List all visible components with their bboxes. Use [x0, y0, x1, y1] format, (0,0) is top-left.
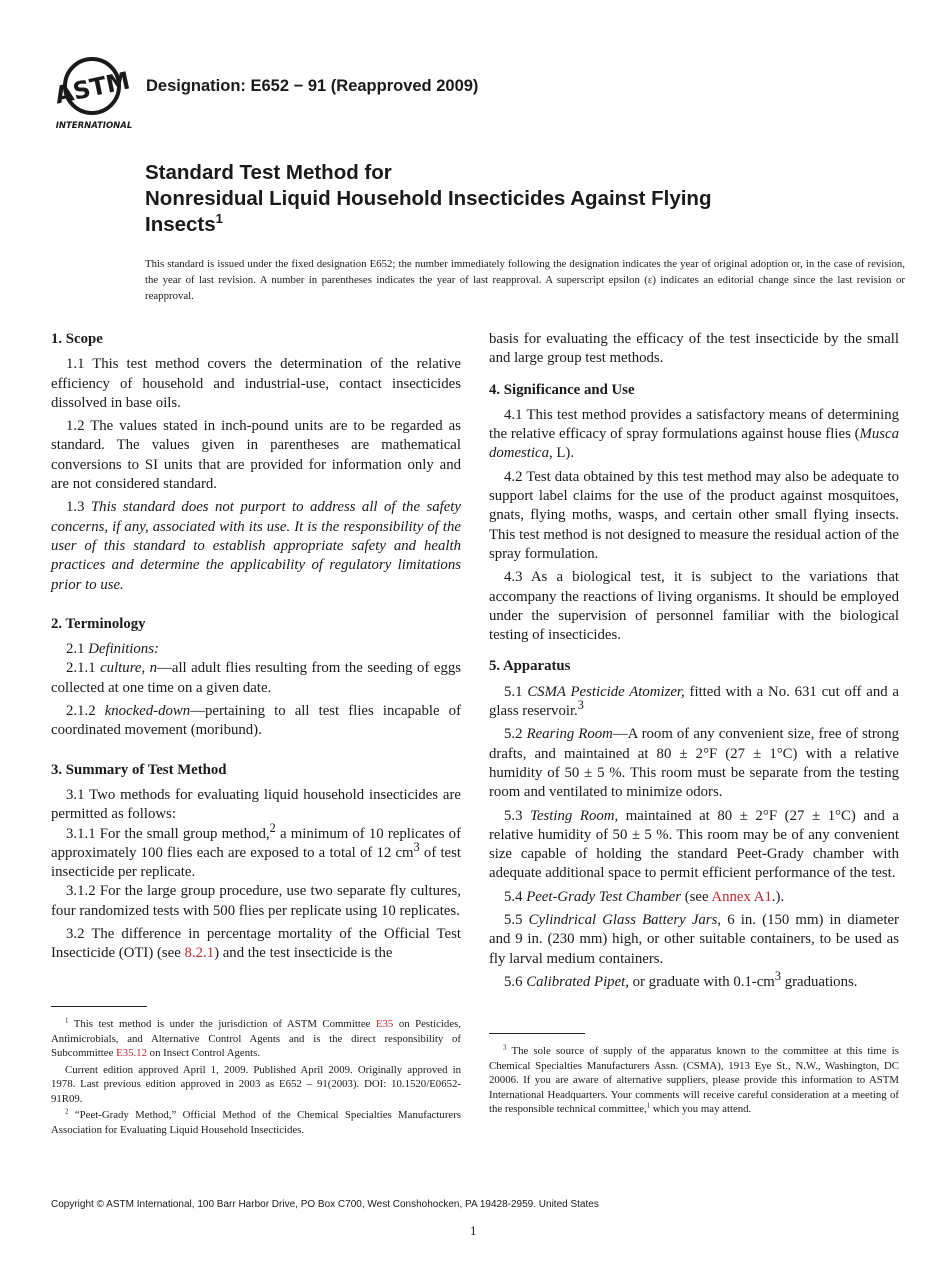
paragraph-5-6	[489, 968, 899, 992]
footnote-3	[489, 1044, 899, 1117]
paragraph-5-1-term: CSMA Pesticide Atomizer,	[527, 683, 685, 700]
footnote-3-end: which you may attend.	[650, 1103, 752, 1115]
paragraph-5-1-text: fitted with a No. 631 cut off and a glass reservoir.	[489, 683, 900, 720]
left-column	[51, 330, 461, 968]
link-8-2-1[interactable]: 8.2.1	[184, 945, 215, 962]
section-heading-scope: 1. Scope	[51, 331, 103, 347]
paragraph-4-1-species: Musca domestica	[489, 426, 899, 462]
paragraph-3-2	[51, 925, 461, 964]
paragraph-5-2-text: —A room of any convenient size, free of strong drafts, and maintained at 80 ± 2°F (27 ± 1°C) with a relative humidity of 50 ± 5 %. This room must be separate from the testing room and ventilated to minimize odors.	[489, 726, 899, 801]
paragraph-5-6-b: graduations.	[781, 973, 858, 990]
paragraph-4-2: 4.2 Test data obtained by this test method may also be adequate to support label claims for the use of the product against mosquitoes, gnats, flying moths, wasps, and certain other small flying insects. This test method is not designed to measure the residual action of the spray formulation.	[489, 468, 899, 562]
paragraph-3-2-a: 3.2 The difference in percentage mortality of the Official Test Insecticide (OTI) (see	[51, 926, 461, 962]
title-line-3-text: Insects	[145, 213, 216, 236]
paragraph-2-1-2	[51, 702, 461, 741]
title-footnote-mark: 1	[215, 211, 223, 227]
paragraph-2-1-2-term: knocked-down	[104, 703, 191, 720]
paragraph-5-2-num: 5.2	[504, 726, 523, 743]
footnote-1-mark: 1	[65, 1016, 69, 1025]
paragraph-3-2-continued: basis for evaluating the efficacy of the test insecticide by the small and large group test methods.	[489, 331, 899, 367]
paragraph-5-3-text: maintained at 80 ± 2°F (27 ± 1°C) and a relative humidity of 50 ± 5 %. This room may be of any convenient size capable of holding the standard Peet-Grady chamber with adequate additional space to permit efficient performance of the test.	[489, 807, 899, 882]
issued-note: This standard is issued under the fixed designation E652; the number immediately following the designation indicates the year of original adoption or, in the case of revision, the year of last revision. A number in parentheses indicates the year of last reapproval. A superscript epsilon (ε) indicates an editorial change since the last revision or reapproval.	[145, 258, 905, 302]
title-line-2: Nonresidual Liquid Household Insecticides Against Flying	[145, 187, 712, 210]
paragraph-5-6-a: or graduate with 0.1-cm	[628, 973, 775, 990]
footnote-2	[51, 1108, 461, 1137]
paragraph-3-2-b: ) and the test insecticide is the	[214, 945, 393, 962]
paragraph-5-3-num: 5.3	[504, 807, 523, 824]
astm-logo	[52, 56, 136, 132]
cubic-sup-2: 3	[774, 968, 781, 983]
right-column	[489, 330, 899, 996]
paragraph-3-1-2: 3.1.2 For the large group procedure, use two separate fly cultures, four randomized tests with 500 flies per replicate using 10 replicates.	[51, 883, 461, 919]
footnote-1	[51, 1017, 461, 1061]
paragraph-2-1-1-term: culture, n	[100, 660, 158, 677]
footnote-ref-3: 3	[577, 698, 584, 713]
paragraph-4-1-a: 4.1 This test method provides a satisfactory means of determining the relative efficacy of spray formulations against house flies (	[489, 406, 899, 443]
link-annex-a1[interactable]: Annex A1	[711, 888, 772, 905]
paragraph-3-1-1-a: 3.1.1 For the small group method,	[66, 825, 270, 842]
document-title	[145, 160, 905, 238]
paragraph-5-1-num: 5.1	[504, 683, 523, 700]
paragraph-5-4-a: (see	[681, 888, 712, 905]
footnote-2-text: “Peet-Grady Method,” Official Method of the Chemical Specialties Manufacturers Association for Evaluating Liquid Household Insecticides.	[51, 1109, 461, 1136]
paragraph-5-5-term: Cylindrical Glass Battery Jars,	[528, 912, 722, 929]
section-heading-apparatus: 5. Apparatus	[489, 658, 571, 675]
footnote-3-text: The sole source of supply of the apparatus known to the committee at this time is Chemical Specialties Manufacturers Assn. (CSMA), 1913 Eye St., N.W., Washington, DC 20006. If you are aware of alternative suppliers, please provide this information to ASTM International Headquarters. Your comments will receive careful consideration at a meeting of the responsible technical committee,	[489, 1045, 899, 1115]
designation: Designation: E652 − 91 (Reapproved 2009)	[146, 77, 479, 95]
paragraph-5-5-num: 5.5	[504, 912, 523, 929]
page-number: 1	[470, 1223, 477, 1238]
paragraph-5-5-text: 6 in. (150 mm) in diameter and 9 in. (230 mm) high, or other suitable containers, to be used as fly larval medium containers.	[489, 912, 899, 967]
logo-subtext: INTERNATIONAL	[55, 121, 133, 131]
paragraph-3-1: 3.1 Two methods for evaluating liquid household insecticides are permitted as follows:	[51, 786, 461, 823]
title-line-1: Standard Test Method for	[145, 161, 392, 184]
title-line-3	[145, 212, 905, 238]
paragraph-5-5	[489, 911, 899, 969]
paragraph-3-1-1	[51, 820, 461, 883]
paragraph-5-2	[489, 725, 899, 802]
footnote-1-b: on Pesticides, Antimicrobials, and Alternative Control Agents and is the direct responsibility of Subcommittee	[51, 1018, 462, 1059]
link-e35-12[interactable]: E35.12	[116, 1047, 147, 1059]
paragraph-5-2-term: Rearing Room	[526, 726, 613, 743]
paragraph-3-1-1-c: of test insecticide per replicate.	[51, 844, 461, 881]
footnote-1-c: on Insect Control Agents.	[146, 1047, 261, 1059]
section-heading-significance: 4. Significance and Use	[489, 381, 635, 398]
copyright: Copyright © ASTM International, 100 Barr Harbor Drive, PO Box C700, West Conshohocken, PA 19428-2959. United States	[51, 1199, 599, 1210]
paragraph-1-3-num: 1.3	[66, 499, 85, 516]
paragraph-2-1-1-num: 2.1.1	[66, 660, 96, 677]
paragraph-2-1-2-num: 2.1.2	[66, 703, 96, 720]
paragraph-2-1-1	[51, 659, 461, 698]
paragraph-1-2: 1.2 The values stated in inch-pound units are to be regarded as standard. The values given in parentheses are mathematical conversions to SI units that are provided for information only and are not considered standard.	[51, 418, 461, 493]
paragraph-4-3: 4.3 As a biological test, it is subject to the variations that accompany the reactions of living organisms. It should be employed under the supervision of personnel familiar with the biological testing of insecticides.	[489, 569, 899, 644]
footnote-3-mark: 3	[503, 1043, 507, 1052]
paragraph-2-1-num: 2.1	[66, 641, 85, 658]
section-heading-summary: 3. Summary of Test Method	[51, 761, 227, 778]
footnote-1-edition: Current edition approved April 1, 2009. Published April 2009. Originally approved in 1978. Last previous edition approved in 2003 as E652 – 91(2003). DOI: 10.1520/E0652-91R09.	[51, 1063, 461, 1105]
paragraph-2-1-1-text: —all adult flies resulting from the seeding of eggs collected at one time on a given date.	[51, 660, 462, 696]
paragraph-2-1	[51, 640, 461, 659]
paragraph-5-1	[489, 683, 899, 722]
footnote-rule-right	[489, 1033, 585, 1034]
footnotes-left	[51, 1017, 461, 1139]
cubic-sup: 3	[413, 839, 420, 854]
footnote-1-a: This test method is under the jurisdiction of ASTM Committee	[68, 1018, 376, 1030]
paragraph-4-1	[489, 406, 899, 464]
paragraph-2-1-term: Definitions:	[88, 641, 159, 658]
footnote-rule-left	[51, 1006, 147, 1007]
section-heading-terminology: 2. Terminology	[51, 615, 146, 632]
paragraph-1-3-text: This standard does not purport to address all of the safety concerns, if any, associated with its use. It is the responsibility of the user of this standard to establish appropriate safety and health practices and determine the applicability of regulatory limitations prior to use.	[51, 499, 461, 593]
footnote-ref-2: 2	[269, 820, 276, 835]
logo-text: ASTM	[52, 66, 133, 110]
paragraph-5-3	[489, 807, 899, 884]
paragraph-5-4	[489, 888, 899, 907]
paragraph-1-1: 1.1 This test method covers the determination of the relative efficiency of household and industrial-use, contact insecticides dissolved in base oils.	[51, 356, 461, 411]
paragraph-4-1-b: , L).	[549, 445, 575, 462]
paragraph-5-6-num: 5.6	[504, 973, 523, 990]
paragraph-5-4-num: 5.4	[504, 888, 523, 905]
link-e35[interactable]: E35	[375, 1018, 394, 1030]
paragraph-5-4-term: Peet-Grady Test Chamber	[526, 888, 682, 905]
paragraph-1-3	[51, 498, 461, 594]
paragraph-5-3-term: Testing Room,	[530, 807, 619, 824]
footnote-3-sup: 1	[646, 1101, 651, 1110]
astm-logo-graphic	[52, 56, 136, 132]
paragraph-2-1-2-text: —pertaining to all test flies incapable of coordinated movement (moribund).	[51, 703, 461, 739]
footnote-2-mark: 2	[65, 1107, 69, 1116]
footnotes-right	[489, 1044, 899, 1119]
paragraph-5-6-term: Calibrated Pipet,	[526, 973, 629, 990]
paragraph-5-4-b: .).	[771, 888, 785, 905]
paragraph-3-1-1-b: a minimum of 10 replicates of approximately 100 flies each are exposed to a total of 12 cm	[51, 825, 461, 861]
